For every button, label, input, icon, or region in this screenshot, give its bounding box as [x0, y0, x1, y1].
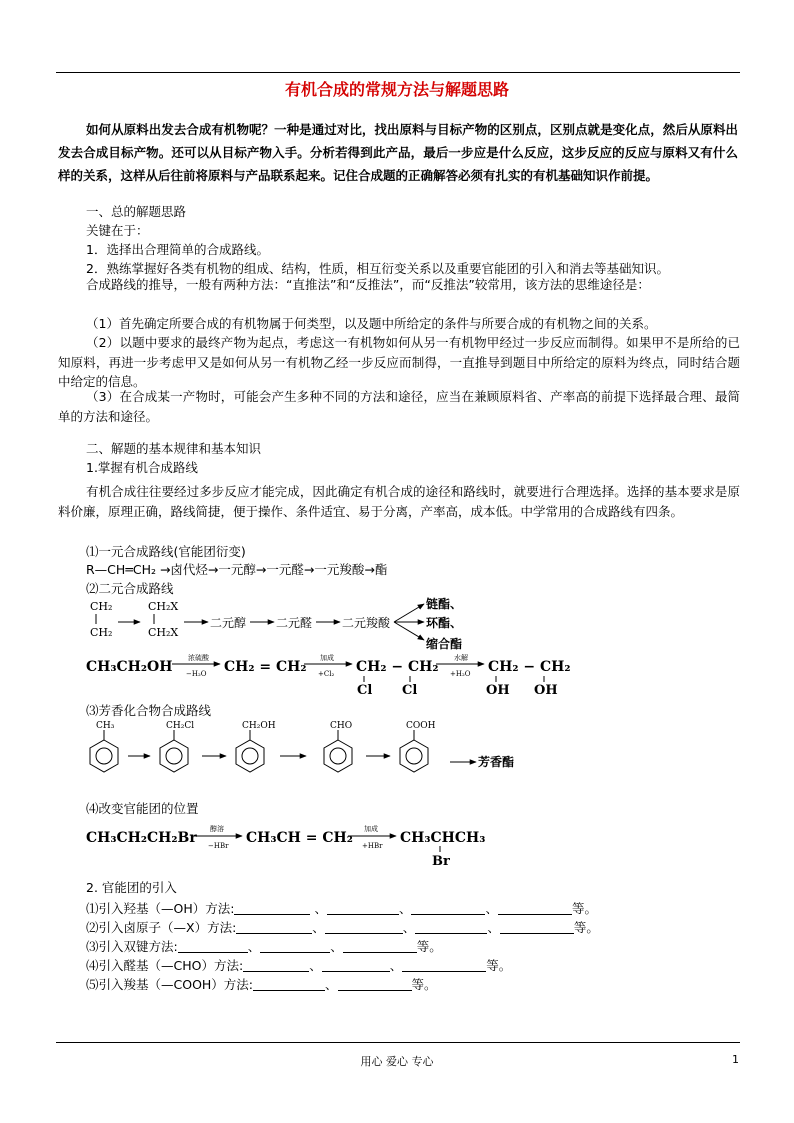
blank[interactable]: [260, 939, 330, 953]
group-cooh: COOH: [406, 721, 436, 731]
benzyl-chloride-ring: [160, 730, 188, 772]
benzyl-alcohol-ring: [236, 730, 264, 772]
blank[interactable]: [500, 920, 574, 934]
route1-label: ⑴一元合成路线(官能团衍变): [86, 544, 246, 559]
blank[interactable]: [234, 901, 310, 915]
mol1-top: CH₂: [90, 600, 113, 613]
footer-rule: [56, 1042, 740, 1043]
group-ch2cl: CH₂Cl: [166, 721, 195, 731]
blank[interactable]: [343, 939, 417, 953]
cond4-top: 醇溶: [210, 825, 224, 833]
group-ch3: CH₃: [96, 721, 115, 731]
cl2: Cl: [402, 683, 418, 698]
intro-halogen-label: ⑵引入卤原子（—X）方法:: [86, 920, 237, 935]
benzaldehyde-ring: [324, 730, 352, 772]
intro-halogen: ⑵引入卤原子（—X）方法: 、 、 、 等。: [86, 920, 599, 935]
section1-p1: 1．选择出合理简单的合成路线。: [86, 242, 269, 257]
cond1-top: 浓硫酸: [188, 654, 209, 662]
mol1-bottom: CH₂: [90, 626, 113, 639]
blank[interactable]: [338, 977, 412, 991]
cond2-top: 加成: [320, 654, 334, 662]
blank[interactable]: [402, 958, 486, 972]
toluene-ring: [90, 730, 118, 772]
cond1-bottom: −H₂O: [186, 670, 207, 678]
arrow-ester-1: [394, 604, 424, 622]
mol2-bottom: CH₂X: [148, 626, 179, 639]
section1-p5: （2）以题中要求的最终产物为起点，考虑这一有机物如何从另一有机物甲经过一步反应而制得。如果甲不是所给的已知原料，再进一步考虑甲又是如何从另一有机物乙经一步反应而制得，一直推导到题目中所给定的原料为终点，同时结合题中给定的信息。: [58, 335, 740, 389]
section1-p4: （1）首先确定所要合成的有机物属于何类型，以及题中所给定的条件与所要合成的有机物之间的关系。: [86, 316, 657, 331]
section1-heading: 一、总的解题思路: [86, 204, 187, 219]
condensed-ester: 缩合酯: [426, 637, 463, 651]
aromatic-ester: 芳香酯: [478, 755, 515, 769]
section1-key: 关键在于：: [86, 223, 149, 238]
intro-double-bond-label: ⑶引入双键方法:: [86, 939, 178, 954]
section1-p3: 合成路线的推导，一般有两种方法：“直推法”和“反推法”，而“反推法”较常用，该方法的思维途径是：: [86, 277, 650, 292]
group-ch2oh: CH₂OH: [242, 721, 276, 731]
blank[interactable]: [325, 920, 403, 934]
chain-ester: 链酯、: [426, 597, 463, 611]
route3-diagram: [84, 716, 564, 792]
ethylene: CH₂ = CH₂: [224, 659, 307, 675]
cond3-top: 水解: [454, 654, 468, 662]
intro-aldehyde: ⑷引入醛基（—CHO）方法: 、 、 等。: [86, 958, 512, 973]
benzoic-acid-ring: [400, 730, 428, 772]
route2-label: ⑵二元合成路线: [86, 581, 174, 596]
page-number: 1: [732, 1053, 739, 1066]
blank[interactable]: [411, 901, 485, 915]
2-bromopropane: CH₃CHCH₃: [400, 830, 486, 846]
ethanol: CH₃CH₂OH: [86, 659, 173, 675]
blank[interactable]: [415, 920, 487, 934]
cl1: Cl: [357, 683, 373, 698]
diacid: 二元羧酸: [342, 616, 391, 630]
cond4-bottom: −HBr: [208, 842, 229, 850]
diol: 二元醇: [210, 616, 247, 630]
intro-double-bond: ⑶引入双键方法: 、 、 等。: [86, 939, 442, 954]
cond5-bottom: +HBr: [362, 842, 383, 850]
dichloroethane: CH₂ − CH₂: [356, 659, 439, 675]
blank[interactable]: [498, 901, 572, 915]
cond5-top: 加成: [364, 825, 378, 833]
intro-carboxyl: ⑸引入羧基（—COOH）方法: 、 等。: [86, 977, 437, 992]
dialdehyde: 二元醛: [276, 616, 313, 630]
mol2-top: CH₂X: [148, 600, 179, 613]
intro-hydroxyl: ⑴引入羟基（—OH）方法: 、 、 、 等。: [86, 901, 597, 916]
footer-text: 用心 爱心 专心: [360, 1055, 434, 1068]
header-rule: [56, 72, 740, 73]
oh2: OH: [534, 683, 558, 698]
intro-hydroxyl-label: ⑴引入羟基（—OH）方法:: [86, 901, 235, 916]
bromopropane: CH₃CH₂CH₂Br: [86, 830, 197, 846]
route4-diagram: [84, 822, 504, 870]
route2-diagram: [84, 596, 644, 700]
propene: CH₃CH = CH₂: [246, 830, 353, 846]
route1-chain: R—CH═CH₂ →卤代烃→一元醇→一元醛→一元羧酸→酯: [86, 562, 388, 577]
group-cho: CHO: [330, 721, 353, 731]
intro-aldehyde-label: ⑷引入醛基（—CHO）方法:: [86, 958, 244, 973]
section2-sub1: 1.掌握有机合成路线: [86, 460, 198, 475]
blank[interactable]: [178, 939, 248, 953]
blank[interactable]: [253, 977, 325, 991]
intro-paragraph: 如何从原料出发去合成有机物呢？一种是通过对比，找出原料与目标产物的区别点，区别点就是变化点，然后从原料出发去合成目标产物。还可以从目标产物入手。分析若得到此产品，最后一步应是什么反应，这步反应的反应与原料又有什么样的关系，这样从后往前将原料与产品联系起来。记住合成题的正确解答必须有扎实的有机基础知识作前提。: [58, 122, 738, 183]
ethanediol: CH₂ − CH₂: [488, 659, 571, 675]
section2-p1: 有机合成往往要经过多步反应才能完成，因此确定有机合成的途径和路线时，就要进行合理选择。选择的基本要求是原料价廉，原理正确，路线简捷，便于操作、条件适宜、易于分离，产率高，成本低。中学常用的合成路线有四条。: [58, 484, 740, 519]
cond3-bottom: +H₂O: [450, 670, 471, 678]
section1-p6: （3）在合成某一产物时，可能会产生多种不同的方法和途径，应当在兼顾原料省、产率高的前提下选择最合理、最简单的方法和途径。: [58, 389, 740, 424]
intro-carboxyl-label: ⑸引入羧基（—COOH）方法:: [86, 977, 254, 992]
blank[interactable]: [243, 958, 309, 972]
arrow-ester-3: [394, 622, 424, 640]
br: Br: [432, 854, 450, 869]
route4-label: ⑷改变官能团的位置: [86, 801, 199, 816]
section2-heading: 二、解题的基本规律和基本知识: [86, 441, 262, 456]
cond2-bottom: +Cl₂: [318, 670, 335, 678]
page-title: 有机合成的常规方法与解题思路: [284, 80, 509, 99]
section2-sub2: 2. 官能团的引入: [86, 880, 177, 895]
ring-ester: 环酯、: [426, 616, 463, 630]
blank[interactable]: [236, 920, 312, 934]
section1-p2: 2．熟练掌握好各类有机物的组成、结构，性质，相互衍变关系以及重要官能团的引入和消去等基础知识。: [86, 261, 669, 276]
blank[interactable]: [322, 958, 390, 972]
oh1: OH: [486, 683, 510, 698]
blank[interactable]: [327, 901, 399, 915]
route3-label: ⑶芳香化合物合成路线: [86, 703, 212, 718]
